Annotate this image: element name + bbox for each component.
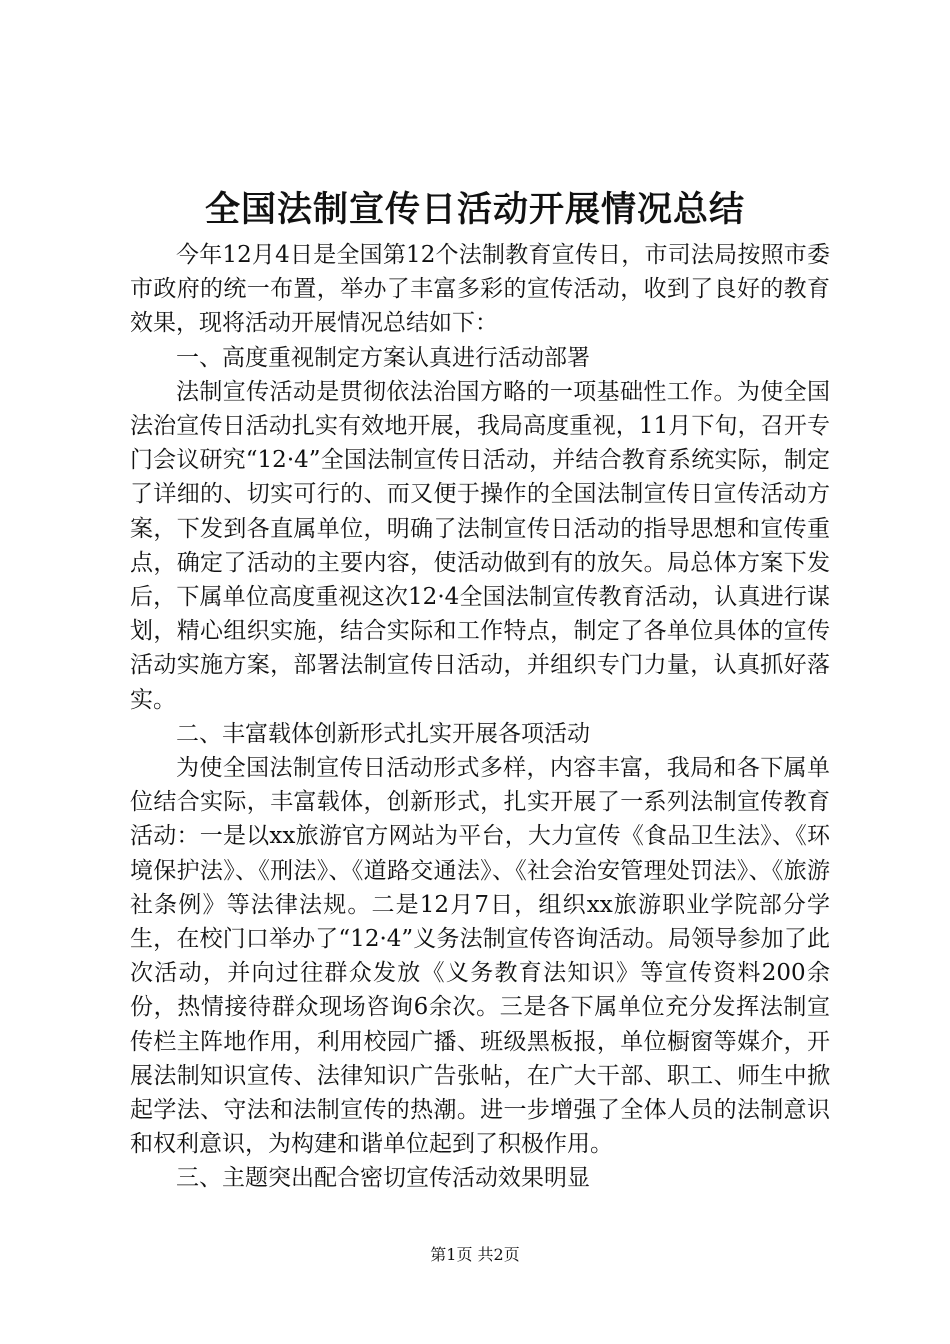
document-title: 全国法制宣传日活动开展情况总结 [204, 190, 745, 230]
section-heading-3: 三、主题突出配合密切宣传活动效果明显 [176, 1165, 590, 1192]
section-1-paragraph: 法制宣传活动是贯彻依法治国方略的一项基础性工作。为使全国法治宣传日活动扎实有效地开展，我局高度重视，11月下旬，召开专门会议研究“12·4”全国法制宣传日活动，并结合教育系统实际，制定了详细的、切实可行的、而又便于操作的全国法制宣传日宣传活动方案，下发到各直属单位，明确了法制宣传日活动的指导思想和宣传重点，确定了活动的主要内容，使活动做到有的放矢。局总体方案下发后，下属单位高度重视这次12·4全国法制宣传教育活动，认真进行谋划，精心组织实施，结合实际和工作特点，制定了各单位具体的宣传活动实施方案，部署法制宣传日活动，并组织专门力量，认真抓好落实。 [130, 378, 830, 713]
section-heading-1: 一、高度重视制定方案认真进行活动部署 [176, 344, 590, 371]
section-2-paragraph: 为使全国法制宣传日活动形式多样，内容丰富，我局和各下属单位结合实际，丰富载体，创新形式，扎实开展了一系列法制宣传教育活动：一是以xx旅游官方网站为平台，大力宣传《食品卫生法》、《环境保护法》、《刑法》、《道路交通法》、《社会治安管理处罚法》、《旅游社条例》等法律法规。二是12月7日，组织xx旅游职业学院部分学生，在校门口举办了“12·4”义务法制宣传咨询活动。局领导参加了此次活动，并向过往群众发放《义务教育法知识》等宣传资料200余份，热情接待群众现场咨询6余次。三是各下属单位充分发挥法制宣传栏主阵地作用，利用校园广播、班级黑板报，单位橱窗等媒介，开展法制知识宣传、法律知识广告张帖，在广大干部、职工、师生中掀起学法、守法和法制宣传的热潮。进一步增强了全体人员的法制意识和权利意识，为构建和谐单位起到了积极作用。 [130, 755, 830, 1158]
section-heading-2: 二、丰富载体创新形式扎实开展各项活动 [176, 720, 590, 747]
document-body [130, 238, 830, 1196]
intro-paragraph: 今年12月4日是全国第12个法制教育宣传日，市司法局按照市委市政府的统一布置，举办了丰富多彩的宣传活动，收到了良好的教育效果，现将活动开展情况总结如下： [130, 242, 830, 337]
page-number-footer: 第1页 共2页 [430, 1245, 520, 1264]
